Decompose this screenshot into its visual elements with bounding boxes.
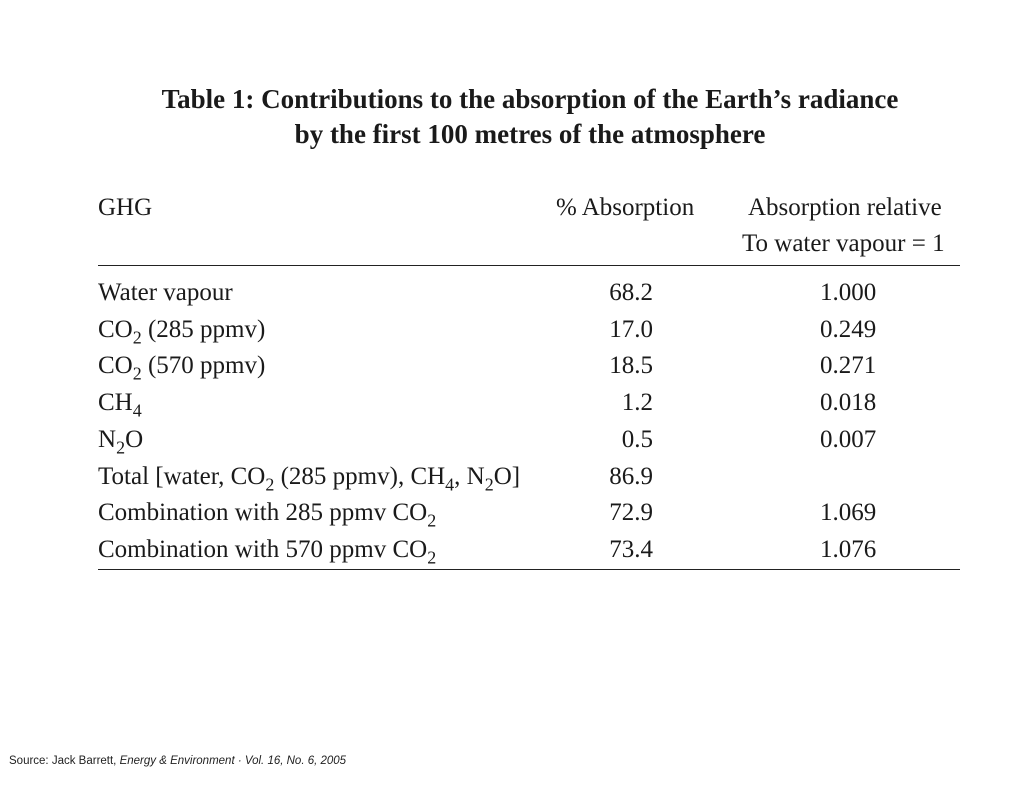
- table-row: [98, 425, 960, 461]
- table-row: [98, 388, 960, 424]
- cell-absorption: 1.2: [621, 389, 653, 417]
- cell-relative: 0.271: [820, 352, 877, 380]
- header-absorption: % Absorption: [556, 194, 695, 221]
- cell-relative: 0.249: [820, 315, 877, 343]
- cell-absorption: 72.9: [609, 499, 653, 527]
- cell-absorption: 73.4: [609, 535, 653, 563]
- cell-relative: 0.018: [820, 389, 877, 417]
- cell-ghg: Combination with 570 ppmv $CO_2$: [98, 535, 437, 568]
- table-row: [98, 315, 960, 351]
- table-row: [98, 462, 960, 498]
- source-prefix: Source: Jack Barrett,: [9, 755, 120, 767]
- cell-relative: 0.007: [820, 425, 877, 453]
- cell-ghg: $CH_4$: [98, 389, 142, 421]
- table-row: [98, 535, 960, 571]
- header-relative-line1: Absorption relative: [748, 194, 942, 221]
- source-citation: [9, 755, 346, 767]
- header-relative-line2: To water vapour = 1: [742, 230, 945, 257]
- header-ghg: GHG: [98, 194, 153, 221]
- cell-ghg: $N_2O$: [98, 425, 144, 458]
- header-rule: [98, 265, 960, 266]
- cell-ghg: $CO_2$ (285 ppmv): [98, 315, 266, 347]
- table-title-line2: by the first 100 metres of the atmosphere: [294, 119, 766, 149]
- bottom-rule: [98, 569, 960, 570]
- cell-relative: 1.069: [820, 499, 877, 527]
- table-row: [98, 498, 960, 534]
- table-title-line1: Table 1: Contributions to the absorption of the Earth’s radiance: [161, 84, 899, 114]
- cell-relative: 1.076: [820, 535, 877, 563]
- cell-relative: 1.000: [820, 279, 877, 306]
- cell-ghg: Combination with 285 ppmv $CO_2$: [98, 499, 437, 531]
- cell-absorption: 18.5: [609, 352, 653, 380]
- table-row: [98, 278, 960, 314]
- cell-absorption: 86.9: [609, 462, 653, 490]
- cell-absorption: 0.5: [621, 425, 653, 453]
- table-title: [0, 82, 1024, 152]
- cell-ghg: Total [water, $CO_2$ (285 ppmv), $CH_4$, $N_2O$]: [98, 462, 521, 494]
- cell-absorption: 68.2: [609, 279, 653, 306]
- table-row: [98, 351, 960, 387]
- cell-ghg: Water vapour: [98, 279, 233, 306]
- source-journal: Energy & Environment · Vol. 16, No. 6, 2005: [119, 755, 347, 767]
- cell-absorption: 17.0: [609, 315, 653, 343]
- cell-ghg: $CO_2$ (570 ppmv): [98, 352, 266, 384]
